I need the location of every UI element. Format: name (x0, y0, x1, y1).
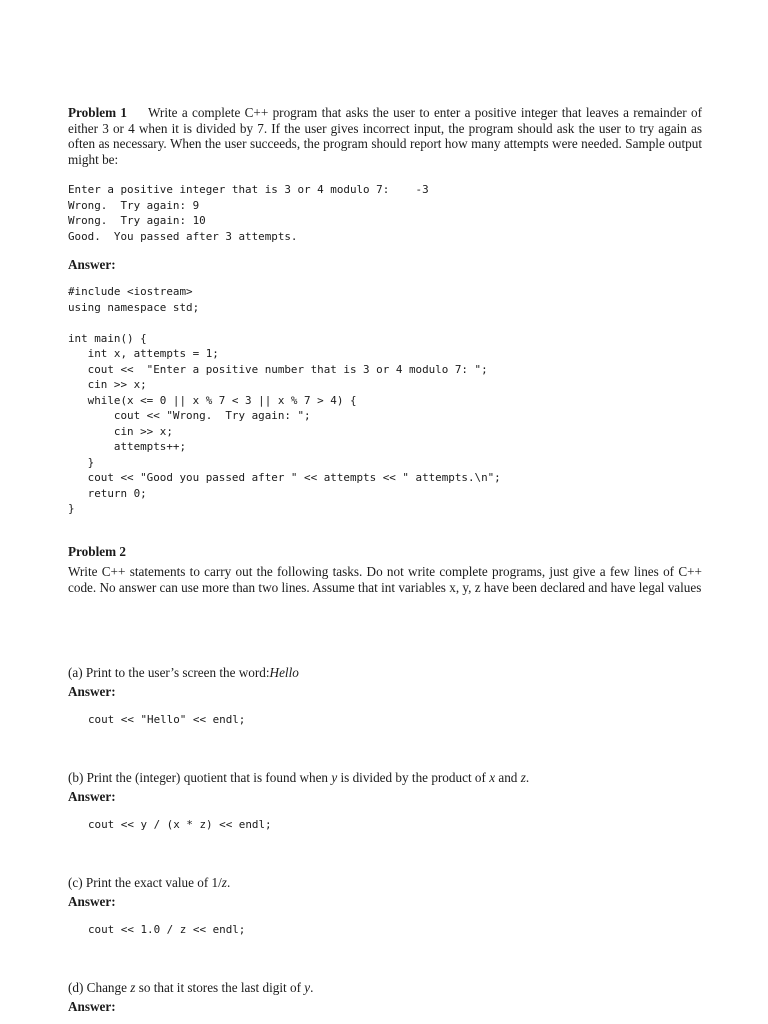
part-b-question (68, 770, 529, 786)
code-line: cout << "Enter a positive number that is 3 or 4 modulo 7: "; (68, 362, 488, 376)
problem-2-heading: Problem 2 (68, 544, 126, 559)
sample-output-line: Enter a positive integer that is 3 or 4 modulo 7: -3 (68, 183, 429, 196)
part-a-question (68, 665, 299, 681)
part-c-text: . (226, 875, 231, 890)
variable-z: z (520, 770, 526, 785)
code-line: cin >> x; (68, 424, 173, 438)
part-c-code: cout << 1.0 / z << endl; (88, 923, 246, 936)
sample-output-line: Good. You passed after 3 attempts. (68, 229, 298, 243)
part-a-code: cout << "Hello" << endl; (88, 713, 246, 726)
problem-1-statement (68, 105, 702, 167)
part-b-text: is divided by the product of (337, 770, 490, 785)
problem-2-text: Write C++ statements to carry out the following tasks. Do not write complete programs, just give a few lines of C++ code. No answer can use more than two lines. Assume that int variables x, y, z have been declared and have legal values (68, 564, 702, 595)
code-line: while(x <= 0 || x % 7 < 3 || x % 7 > 4) { (68, 393, 357, 407)
part-d-text: . (310, 980, 314, 995)
code-line: cin >> x; (68, 378, 147, 391)
part-b-answer-label: Answer: (68, 789, 116, 804)
code-line: return 0; (68, 486, 147, 500)
part-d-text: (d) Change (68, 980, 131, 995)
variable-y: y (331, 770, 338, 785)
problem-1-heading: Problem 1 (68, 105, 128, 120)
part-b-text: (b) Print the (integer) quotient that is found when (68, 770, 332, 785)
sample-output-line: Wrong. Try again: 10 (68, 214, 206, 227)
variable-x: x (489, 770, 496, 785)
part-b-code: cout << y / (x * z) << endl; (88, 818, 272, 831)
part-b-text: . (525, 770, 530, 785)
code-line: attempts++; (68, 440, 187, 453)
code-line: } (68, 502, 75, 515)
problem-1-answer-label: Answer: (68, 257, 116, 272)
variable-y: y (304, 980, 311, 995)
sample-output-line: Wrong. Try again: 9 (68, 198, 200, 212)
part-d-answer-label: Answer: (68, 999, 116, 1014)
part-d-question (68, 980, 313, 996)
code-line: #include <iostream> (68, 285, 193, 298)
part-a-word: Hello (269, 665, 299, 680)
code-line: using namespace std; (68, 300, 200, 314)
part-c-answer-label: Answer: (68, 894, 116, 909)
part-a-answer-label: Answer: (68, 684, 116, 699)
code-line: cout << "Wrong. Try again: "; (68, 409, 311, 422)
problem-1-code-block (68, 284, 501, 517)
code-line: cout << "Good you passed after " << attempts << " attempts.\n"; (68, 471, 501, 484)
sample-output (68, 182, 429, 244)
code-line: int main() { (68, 331, 147, 345)
problem-1-text: Write a complete C++ program that asks the user to enter a positive integer that leaves a remainder of either 3 or 4 when it is divided by 7. If the user gives incorrect input, the program should ask the user to try again as often as necessary. When the user succeeds, the program should report how many attempts were needed. Sample output might be: (68, 105, 702, 167)
part-a-text: (a) Print to the user’s screen the word: (68, 665, 270, 680)
code-line: int x, attempts = 1; (68, 347, 219, 360)
code-line: } (68, 455, 95, 469)
part-d-text: so that it stores the last digit of (135, 980, 305, 995)
variable-z: z (221, 875, 227, 890)
part-c-text: (c) Print the exact value of 1/ (68, 875, 222, 890)
part-c-question (68, 875, 230, 891)
part-b-text: and (495, 770, 521, 785)
variable-z: z (130, 980, 136, 995)
